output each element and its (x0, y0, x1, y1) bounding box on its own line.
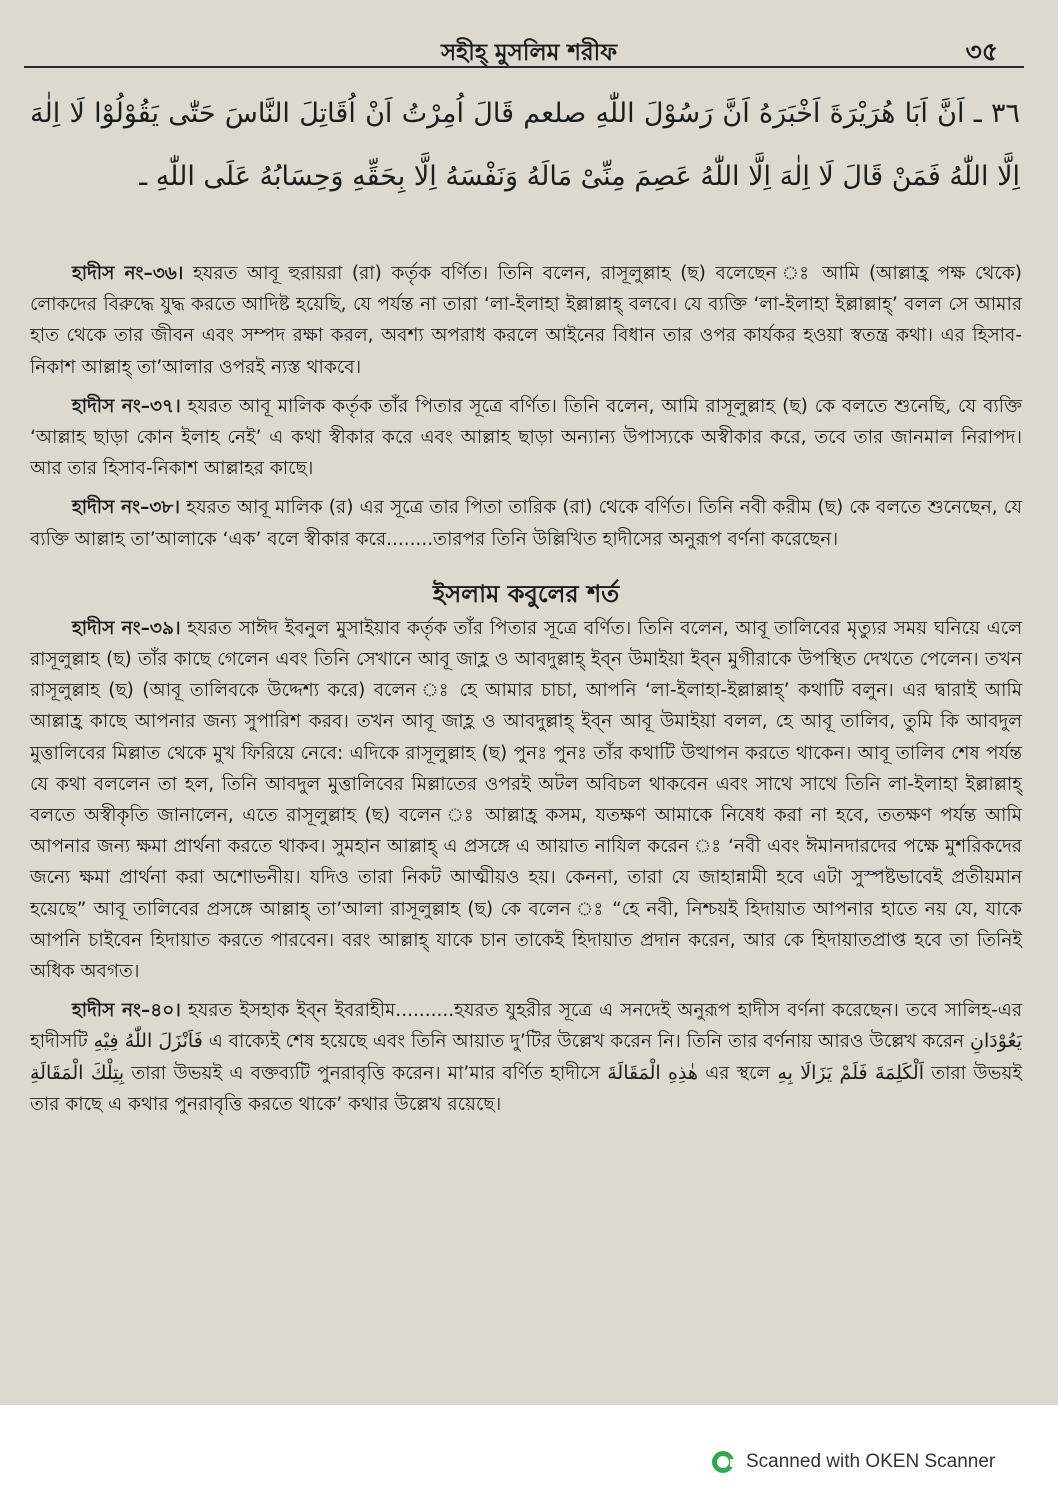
hadith-36 (30, 258, 1022, 383)
header-rule (24, 66, 1024, 68)
book-title: সহীহ্ মুসলিম শরীফ (440, 39, 618, 66)
hadith-text-part: তারা উভয়ই তার কাছে এ কথার পুনরাবৃত্তি করতে থাকে’ কথার উল্লেখ রয়েছে। (30, 1062, 1022, 1115)
hadith-number-label: হাদীস নং–৩৮। (72, 497, 180, 519)
hadith-37 (30, 391, 1022, 485)
hadith-text: হযরত আবূ হুরায়রা (রা) কর্তৃক বর্ণিত। তিনি বলেন, রাসূলুল্লাহ (ছ) বলেছেন ঃ আমি (আল্লাহ্র পক্ষ থেকে) লোকদের বিরুদ্ধে যুদ্ধ করতে আদিষ্ট হয়েছি, যে পর্যন্ত না তারা ‘লা-ইলাহা ইল্লাল্লাহ্ বলবে। যে ব্যক্তি ‘লা-ইলাহা ইল্লাল্লাহ্’ বলল সে আমার হাত থেকে তার জীবন এবং সম্পদ রক্ষা করল, অবশ্য অপরাধ করলে আইনের বিধান তার ওপর কার্যকর হওয়া স্বতন্ত্র কথা। এর হিসাব-নিকাশ আল্লাহ্ তা’আলার ওপরই ন্যস্ত থাকবে। (30, 263, 1023, 378)
scanner-watermark (712, 1444, 995, 1480)
hadith-text-part: তারা উভয়ই এ বক্তব্যটি পুনরাবৃত্তি করেন। মা’মার বর্ণিত হাদীসে (131, 1062, 600, 1084)
hadith-number-label: হাদীস নং–৩৬। (72, 263, 184, 284)
page-number: ৩৫ (965, 37, 998, 66)
hadith-text-part: এর স্থলে (705, 1062, 771, 1084)
arabic-phrase: اَلْكَلِمَةَ فَلَمْ يَزَالَا بِهِ (777, 1061, 924, 1084)
hadith-40 (30, 995, 1022, 1120)
scanner-label: Scanned with OKEN Scanner (746, 1451, 996, 1472)
section-heading: ইসলাম কবুলের শর্ত (432, 578, 620, 608)
running-header (0, 26, 1058, 66)
hadith-number-label: হাদীস নং–৩৯। (72, 617, 181, 639)
arabic-phrase: هٰذِهِ الْمَقَالَةَ (607, 1061, 698, 1084)
hadith-text: হযরত আবূ মালিক কর্তৃক তাঁর পিতার সূত্রে বর্ণিত। তিনি বলেন, আমি রাসূলুল্লাহ (ছ) কে বলতে শুনেছি, যে ব্যক্তি ‘আল্লাহ ছাড়া কোন ইলাহ নেই’ এ কথা স্বীকার করে এবং আল্লাহ ছাড়া অন্যান্য উপাস্যকে অস্বীকার করে, তবে তার জানমাল নিরাপদ। আর তার হিসাব-নিকাশ আল্লাহর কাছে। (30, 395, 1022, 480)
hadith-number-label: হাদীস নং–৩৭। (72, 395, 181, 417)
scanner-logo-icon (712, 1451, 734, 1473)
hadith-number-label: হাদীস নং–৪০। (72, 1000, 181, 1022)
hadith-39 (30, 613, 1022, 987)
hadith-text-part: এ বাক্যেই শেষ হয়েছে এবং তিনি আয়াত দু’টির উল্লেখ করেন নি। তিনি তার বর্ণনায় আরও উল্লেখ করেন (208, 1031, 965, 1053)
body-text (30, 258, 1022, 1120)
hadith-38 (30, 492, 1022, 554)
arabic-phrase: يَعُوْدَانِ بِتِلْكَ الْمَقَالَةِ (30, 1030, 1022, 1084)
arabic-phrase: فَاَنْزَلَ اللّٰهُ فِيْهِ (93, 1030, 203, 1053)
arabic-hadith-text: ٣٦ ـ اَنَّ اَبَا هُرَيْرَةَ اَخْبَرَهُ اَنَّ رَسُوْلَ اللّٰهِ صلعم قَالَ اُمِرْتُ اَنْ اُقَاتِلَ النَّاسَ حَتّٰى يَقُوْلُوْا لَا اِلٰهَ اِلَّا اللّٰهُ فَمَنْ قَالَ لَا اِلٰهَ اِلَّا اللّٰهُ عَصِمَ مِنِّىْ مَالَهُ وَنَفْسَهُ اِلَّا بِحَقِّهِ وَحِسَابُهُ عَلَى اللّٰهِ ـ (30, 98, 1020, 192)
hadith-text-part: হযরত ইসহাক ইব্ন ইবরাহীম..........হযরত যুহরীর সূত্রে এ সনদেই অনুরূপ হাদীস বর্ণনা করেছেন। তবে সালিহ-এর হাদীসটি (30, 1000, 1022, 1053)
hadith-text: হযরত আবূ মালিক (র) এর সূত্রে তার পিতা তারিক (রা) থেকে বর্ণিত। তিনি নবী করীম (ছ) কে বলতে শুনেছেন, যে ব্যক্তি আল্লাহ তা’আলাকে ‘এক’ বলে স্বীকার করে........তারপর তিনি উল্লিখিত হাদীসের অনুরূপ বর্ণনা করেছেন। (30, 497, 1022, 550)
hadith-text: হযরত সাঈদ ইবনুল মুসাইয়াব কর্তৃক তাঁর পিতার সূত্রে বর্ণিত। তিনি বলেন, আবূ তালিবের মৃত্যুর সময় ঘনিয়ে এলে রাসূলুল্লাহ (ছ) তাঁর কাছে গেলেন এবং তিনি সেখানে আবূ জাহ্ল ও আবদুল্লাহ্ ইব্ন উমাইয়া ইব্ন মুগীরাকে উপস্থিত দেখতে পেলেন। তখন রাসূলুল্লাহ (ছ) (আবূ তালিবকে উদ্দেশ্য করে) বলেন ঃ হে আমার চাচা, আপনি ‘লা-ইলাহা-ইল্লাল্লাহ্’ কথাটি বলুন। এর দ্বারাই আমি আল্লাহ্র কাছে আপনার জন্য সুপারিশ করব। তখন আবূ জাহ্ল ও আবদুল্লাহ্ ইব্ন আবূ উমাইয়া বলল, হে আবূ তালিব, তুমি কি আবদুল মুত্তালিবের মিল্লাত থেকে মুখ ফিরিয়ে নেবে: এদিকে রাসূলুল্লাহ (ছ) পুনঃ পুনঃ তাঁর কথাটি উত্থাপন করতে থাকেন। আবূ তালিব শেষ পর্যন্ত যে কথা বললেন তা হল, তিনি আবদুল মুত্তালিবের মিল্লাতের ওপরই অটল অবিচল থাকবেন এবং সাথে সাথে তিনি লা-ইলাহা ইল্লাল্লাহ্ বলতে অস্বীকৃতি জানালেন, এতে রাসূলুল্লাহ (ছ) বলেন ঃ আল্লাহ্র কসম, যতক্ষণ আমাকে নিষেধ করা না হবে, ততক্ষণ পর্যন্ত আমি আপনার জন্য ক্ষমা প্রার্থনা করতে থাকব। সুমহান আল্লাহ্ এ প্রসঙ্গে এ আয়াত নাযিল করেন ঃ ‘নবী এবং ঈমানদারদের পক্ষে মুশরিকদের জন্যে ক্ষমা প্রার্থনা করা অশোভনীয়। যদিও তারা নিকট আত্মীয়ও হয়। কেননা, তারা যে জাহান্নামী হবে এটা সুস্পষ্টভাবেই প্রতীয়মান হয়েছে” আবূ তালিবের প্রসঙ্গে আল্লাহ্ তা’আলা রাসূলুল্লাহ (ছ) কে বলেন ঃ “হে নবী, নিশ্চয়ই হিদায়াত আপনার হাতে নয় যে, যাকে আপনি চাইবেন হিদায়াত করতে পারবেন। বরং আল্লাহ্ যাকে চান তাকেই হিদায়াত প্রদান করেন, আর কে হিদায়াতপ্রাপ্ত হবে তা তিনিই অধিক অবগত। (30, 617, 1022, 983)
